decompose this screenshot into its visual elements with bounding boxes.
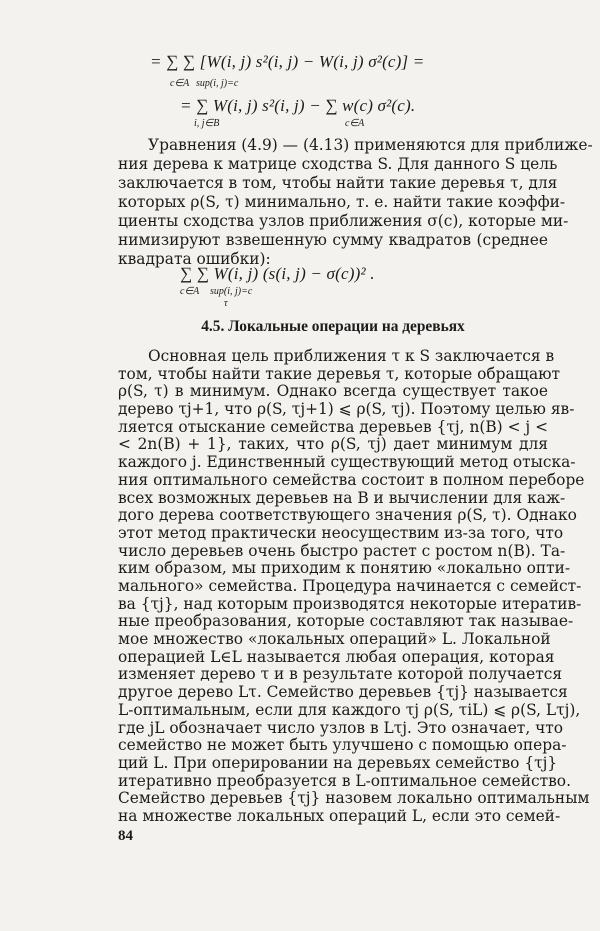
formula-1-sub-1: c∈A [170, 78, 190, 89]
formula-2-sub-2: c∈A [345, 118, 365, 129]
formula-1-text: = ∑ ∑ [W(i, j) s²(i, j) − W(i, j) σ²(c)] = [150, 52, 425, 71]
formula-3 [180, 264, 375, 309]
p2-line-5: ляется отыскание семейства деревьев {τj, n(B) < j < [118, 417, 548, 436]
formula-2-text: = ∑ W(i, j) s²(i, j) − ∑ w(c) σ²(c). [180, 96, 416, 115]
formula-3-text: ∑ ∑ W(i, j) (s(i, j) − σ(c))² . [180, 264, 375, 283]
p2-line-10: дого дерева соответствующего значения ρ(S, τ). Однако [118, 506, 577, 525]
p2-line-7: каждого j. Единственный существующий метод отыска- [118, 453, 576, 472]
p2-line-20: другое дерево Lτ. Семейство деревьев {τj} называется [118, 683, 568, 702]
p2-line-22: где jL обозначает число узлов в Lτj. Это означает, что [118, 718, 564, 737]
p2-line-16: ные преобразования, которые составляют так называе- [118, 612, 574, 631]
section-heading: 4.5. Локальные операции на деревьях [201, 318, 465, 335]
p2-line-3: ρ(S, τ) в минимум. Однако всегда существует такое [118, 382, 548, 401]
p2-line-14: мального» семейства. Процедура начинается с семейст- [118, 577, 582, 595]
p2-line-23: семейство не может быть улучшено с помощью опера- [118, 736, 567, 755]
p1-line-5: циенты сходства узлов приближения σ(c), которые ми- [118, 212, 569, 230]
p2-line-6: < 2n(B) + 1}, таких, что ρ(S, τj) дает минимум для [118, 435, 548, 454]
formula-3-sub-2: sup(i, j)=c [210, 286, 253, 297]
p2-line-13: ким образом, мы приходим к понятию «локально опти- [118, 559, 571, 578]
p2-line-26: Семейство деревьев {τj} назовем локально оптимальным [118, 789, 590, 808]
formula-1 [150, 52, 425, 89]
p1-line-3: заключается в том, чтобы найти такие деревья τ, для [118, 174, 558, 192]
p2-line-11: этот метод практически неосуществим из-за того, что [118, 523, 564, 542]
p2-line-21: L-оптимальным, если для каждого τj ρ(S, τiL) ⩽ ρ(S, Lτj), [118, 700, 581, 719]
p2-line-19: изменяет дерево τ и в результате которой получается [118, 665, 563, 684]
page-number: 84 [118, 828, 133, 844]
p2-line-17: мое множество «локальных операций» L. Локальной [118, 630, 551, 649]
p1-line-2: ния дерева к матрице сходства S. Для данного S цель [118, 155, 558, 173]
formula-2 [180, 96, 416, 129]
p1-line-4: которых ρ(S, τ) минимально, т. е. найти такие коэффи- [118, 193, 566, 211]
p2-line-15: ва {τj}, над которым производятся некоторые итератив- [118, 594, 582, 613]
p2-line-27: на множестве локальных операций L, если это семей- [118, 807, 561, 825]
p2-line-1: Основная цель приближения τ к S заключается в [148, 347, 555, 365]
p1-line-6: нимизируют взвешенную сумму квадратов (среднее [118, 231, 548, 249]
p1-line-7: квадрата ошибки): [118, 250, 271, 268]
p2-line-18: операцией L∈L называется любая операция, которая [118, 647, 555, 666]
p2-line-4: дерево τj+1, что ρ(S, τj+1) ⩽ ρ(S, τj). Поэтому целью яв- [118, 400, 575, 419]
formula-2-sub-1: i, j∈B [194, 118, 220, 129]
p2-line-8: ния оптимального семейства состоит в полном переборе [118, 470, 585, 489]
p1-line-1: Уравнения (4.9) — (4.13) применяются для приближе- [148, 136, 593, 154]
formula-3-sub-3: τ [224, 298, 228, 309]
p2-line-25: итеративно преобразуется в L-оптимальное семейство. [118, 771, 571, 790]
formula-3-sub-1: c∈A [180, 286, 200, 297]
p2-line-12: число деревьев очень быстро растет с ростом n(B). Та- [118, 541, 566, 560]
formula-1-sub-2: sup(i, j)=c [196, 78, 239, 89]
p2-line-24: ций L. При оперировании на деревьях семейство {τj} [118, 753, 558, 772]
p2-line-2: том, чтобы найти такие деревья τ, которые обращают [118, 364, 561, 383]
p2-line-9: всех возможных деревьев на B и вычислении для каж- [118, 488, 566, 507]
